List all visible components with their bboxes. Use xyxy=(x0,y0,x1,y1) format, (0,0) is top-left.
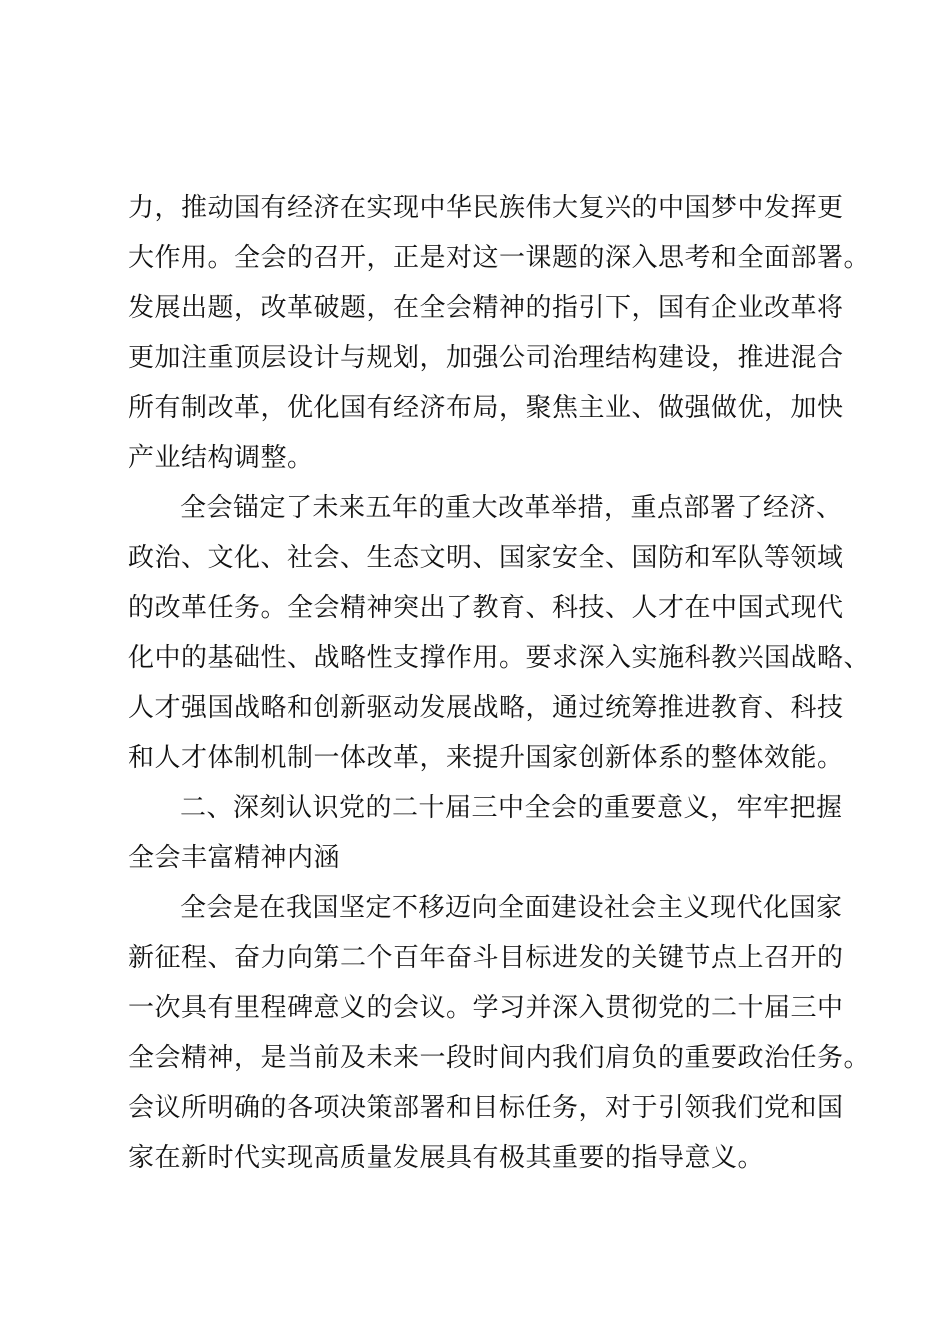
text-line: 会议所明确的各项决策部署和目标任务，对于引领我们党和国 xyxy=(128,1093,844,1123)
text-line: 政治、文化、社会、生态文明、国家安全、国防和军队等领域 xyxy=(128,543,844,573)
text-line: 化中的基础性、战略性支撑作用。要求深入实施科教兴国战略、 xyxy=(128,643,871,673)
text-line: 一次具有里程碑意义的会议。学习并深入贯彻党的二十届三中 xyxy=(128,993,844,1023)
text-line: 新征程、奋力向第二个百年奋斗目标进发的关键节点上召开的 xyxy=(128,943,844,973)
section-heading-line: 二、深刻认识党的二十届三中全会的重要意义，牢牢把握 xyxy=(180,793,843,823)
text-line: 和人才体制机制一体改革，来提升国家创新体系的整体效能。 xyxy=(128,743,844,773)
document-body xyxy=(128,183,871,1183)
text-line: 人才强国战略和创新驱动发展战略，通过统筹推进教育、科技 xyxy=(128,693,844,723)
text-line: 力，推动国有经济在实现中华民族伟大复兴的中国梦中发挥更 xyxy=(128,193,844,223)
text-line: 更加注重顶层设计与规划，加强公司治理结构建设，推进混合 xyxy=(128,343,844,373)
text-line: 所有制改革，优化国有经济布局，聚焦主业、做强做优，加快 xyxy=(128,393,844,423)
text-line: 发展出题，改革破题，在全会精神的指引下，国有企业改革将 xyxy=(128,293,844,323)
text-line: 全会精神，是当前及未来一段时间内我们肩负的重要政治任务。 xyxy=(128,1043,871,1073)
text-line: 的改革任务。全会精神突出了教育、科技、人才在中国式现代 xyxy=(128,593,844,623)
text-line: 产业结构调整。 xyxy=(128,443,314,473)
section-heading-line: 全会丰富精神内涵 xyxy=(128,843,341,873)
text-line: 家在新时代实现高质量发展具有极其重要的指导意义。 xyxy=(128,1143,765,1173)
paragraph-start-line: 全会是在我国坚定不移迈向全面建设社会主义现代化国家 xyxy=(180,893,843,923)
paragraph-start-line: 全会锚定了未来五年的重大改革举措，重点部署了经济、 xyxy=(180,493,843,523)
text-line: 大作用。全会的召开，正是对这一课题的深入思考和全面部署。 xyxy=(128,243,871,273)
